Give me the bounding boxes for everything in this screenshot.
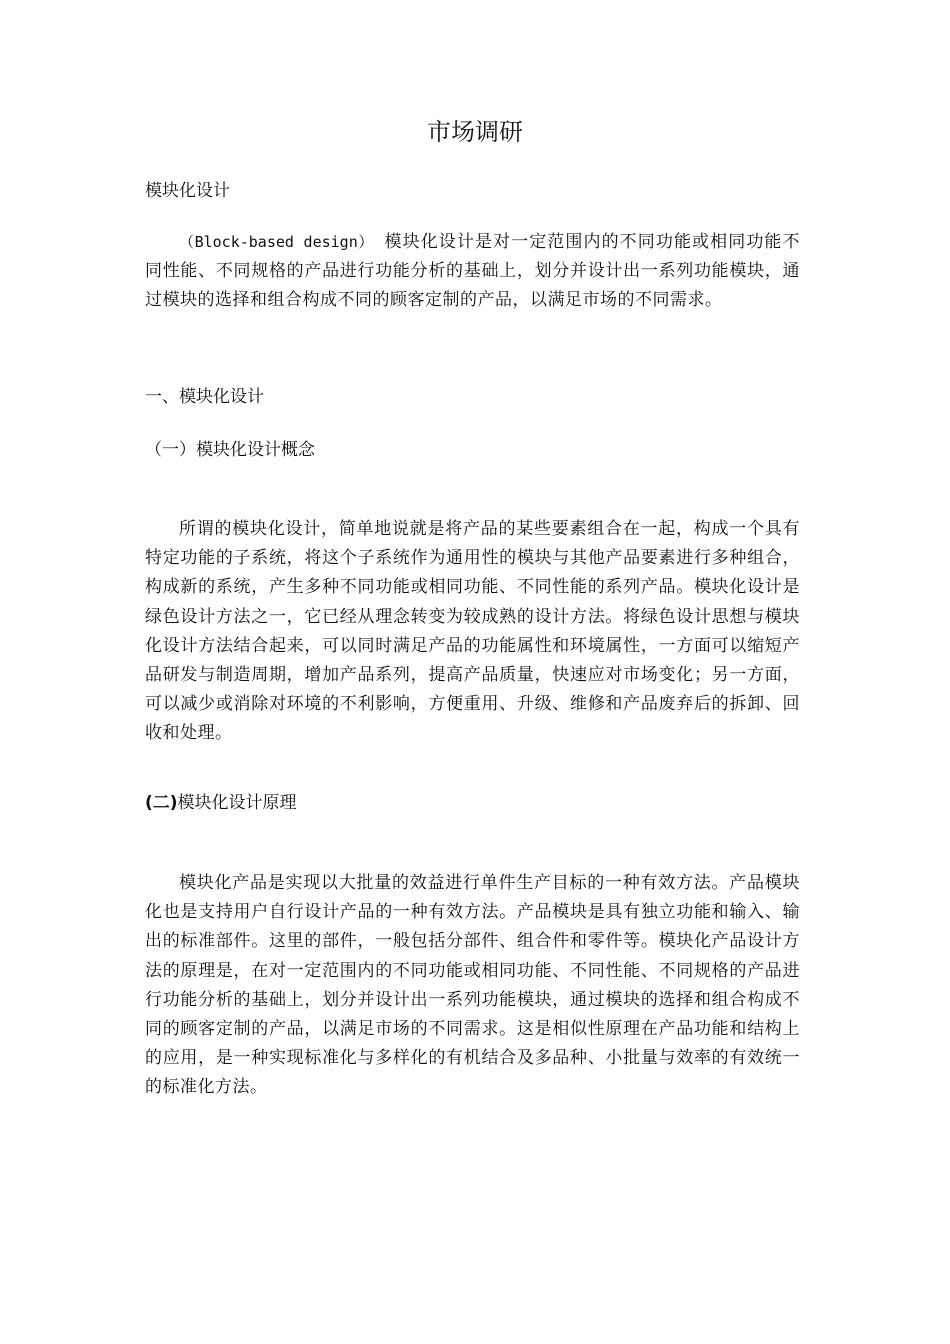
document-title: 市场调研 — [427, 118, 523, 146]
subsection-title-text: 模块化设计原理 — [177, 793, 297, 813]
intro-heading: 模块化设计 — [145, 181, 230, 201]
subsection-number: (二) — [145, 793, 178, 813]
intro-paragraph — [145, 228, 800, 316]
intro-english-term: （Block-based design） — [179, 233, 367, 251]
subsection-heading-concept: （一）模块化设计概念 — [145, 440, 315, 460]
intro-paragraph-text: 模块化设计是对一定范围内的不同功能或相同功能不同性能、不同规格的产品进行功能分析的基础上，划分并设计出一系列功能模块，通过模块的选择和组合构成不同的顾客定制的产品，以满足市场的不同需求。 — [145, 232, 800, 311]
section-heading-modular-design: 一、模块化设计 — [145, 387, 264, 407]
concept-paragraph: 所谓的模块化设计，简单地说就是将产品的某些要素组合在一起，构成一个具有特定功能的子系统，将这个子系统作为通用性的模块与其他产品要素进行多种组合，构成新的系统，产生多种不同功能或相同功能、不同性能的系列产品。模块化设计是绿色设计方法之一，它已经从理念转变为较成熟的设计方法。将绿色设计思想与模块化设计方法结合起来，可以同时满足产品的功能属性和环境属性，一方面可以缩短产品研发与制造周期，增加产品系列，提高产品质量，快速应对市场变化；另一方面，可以减少或消除对环境的不利影响，方便重用、升级、维修和产品废弃后的拆卸、回收和处理。 — [145, 519, 800, 744]
principle-paragraph: 模块化产品是实现以大批量的效益进行单件生产目标的一种有效方法。产品模块化也是支持用户自行设计产品的一种有效方法。产品模块是具有独立功能和输入、输出的标准部件。这里的部件，一般包括分部件、组合件和零件等。模块化产品设计方法的原理是，在对一定范围内的不同功能或相同功能、不同性能、不同规格的产品进行功能分析的基础上，划分并设计出一系列功能模块，通过模块的选择和组合构成不同的顾客定制的产品，以满足市场的不同需求。这是相似性原理在产品功能和结构上的应用，是一种实现标准化与多样化的有机结合及多品种、小批量与效率的有效统一的标准化方法。 — [145, 873, 800, 1098]
subsection-heading-principle — [145, 790, 297, 816]
